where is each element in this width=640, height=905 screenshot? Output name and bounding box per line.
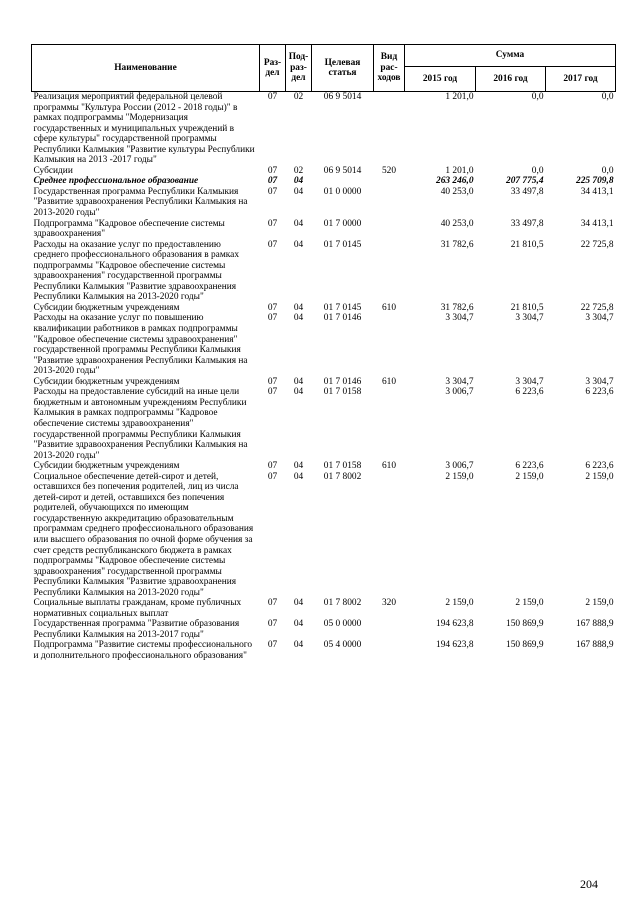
row-podrazdel: 04 (293, 387, 304, 398)
row-razdel: 07 (267, 598, 278, 609)
page-number: 204 (580, 877, 598, 891)
row-target-article: 01 7 8002 (323, 598, 362, 609)
header-target-article: Целевая статья (312, 45, 374, 92)
row-name: Подпрограмма "Кадровое обеспечение системы здравоохранения" (33, 218, 225, 240)
row-name: Социальные выплаты гражданам, кроме публичных нормативных социальных выплат (33, 598, 242, 619)
table-row (32, 240, 616, 303)
row-sum-2017: 3 304,7 (585, 313, 614, 324)
row-target-article: 06 9 5014 (323, 92, 362, 102)
row-podrazdel: 04 (293, 239, 304, 250)
table-row (32, 166, 616, 177)
row-target-article: 01 7 0145 (323, 302, 362, 313)
header-year-2017: 2017 год (546, 67, 616, 92)
row-podrazdel: 02 (293, 92, 304, 102)
row-sum-2017: 225 709,8 (576, 176, 614, 187)
header-razdel: Раз- дел (260, 45, 286, 92)
row-sum-2017: 167 888,9 (576, 640, 614, 651)
budget-table (31, 44, 616, 662)
row-podrazdel: 04 (293, 471, 304, 482)
row-expense-type (374, 219, 405, 240)
table-row (32, 387, 616, 461)
row-razdel: 07 (267, 176, 278, 187)
table-row (32, 176, 616, 187)
row-sum-2017: 22 725,8 (580, 302, 614, 313)
row-sum-2017: 167 888,9 (576, 619, 614, 630)
header-year-2016: 2016 год (476, 67, 546, 92)
header-expense-type: Вид рас- ходов (374, 45, 405, 92)
row-razdel: 07 (267, 218, 278, 229)
row-target-article: 01 7 0000 (323, 218, 362, 229)
row-target-article: 01 7 8002 (323, 471, 362, 482)
row-name: Субсидии бюджетным учреждениям (33, 302, 180, 313)
row-target-article: 01 7 0158 (323, 461, 362, 472)
row-sum-2015: 40 253,0 (440, 186, 474, 197)
table-row (32, 598, 616, 619)
row-sum-2015: 3 304,7 (445, 313, 474, 324)
row-razdel: 07 (267, 186, 278, 197)
row-sum-2016: 2 159,0 (515, 598, 544, 609)
row-name: Подпрограмма "Развитие системы профессионального и дополнительного профессионального образования" (33, 640, 253, 661)
row-sum-2015: 3 006,7 (445, 461, 474, 472)
row-sum-2015: 3 006,7 (445, 387, 474, 398)
row-sum-2015: 31 782,6 (440, 302, 474, 313)
row-sum-2016: 207 775,4 (506, 176, 544, 187)
row-expense-type (374, 313, 405, 376)
table-row (32, 472, 616, 599)
row-name: Субсидии бюджетным учреждениям (33, 461, 180, 472)
row-name: Расходы на оказание услуг по повышению квалификации работников в рамках подпрограммы "Кадровое обеспечение системы здравоохранения" государственной программы Республики Калмыкия "Развитие здравоохранения Республики Калмыкия на 2013-2020 годы" (33, 313, 248, 377)
row-sum-2017: 2 159,0 (585, 471, 614, 482)
row-target-article: 05 4 0000 (323, 640, 362, 651)
row-expense-type: 610 (381, 461, 397, 472)
row-sum-2016: 21 810,5 (510, 239, 544, 250)
table-row (32, 187, 616, 219)
row-name: Социальное обеспечение детей-сирот и детей, оставшихся без попечения родителей, лиц из числа детей-сирот и детей, оставшихся без попечения родителей, обучающихся по имеющим государственную аккредитацию образовательным программам среднего профессионального образования или высшего образования по очной форме обучения за счет средств республиканского бюджета в рамках подпрограммы "Кадровое обеспечение системы здравоохранения" государственной программы Республики Калмыкия "Развитие здравоохранения Республики Калмыкия на 2013-2020 годы" (33, 471, 254, 598)
row-name: Субсидии (33, 165, 73, 176)
row-sum-2015: 194 623,8 (436, 619, 474, 630)
row-sum-2016: 21 810,5 (510, 302, 544, 313)
row-sum-2015: 263 246,0 (436, 176, 474, 187)
row-expense-type (374, 187, 405, 219)
row-razdel: 07 (267, 619, 278, 630)
row-expense-type (374, 640, 405, 661)
row-sum-2017: 3 304,7 (585, 376, 614, 387)
row-sum-2015: 31 782,6 (440, 239, 474, 250)
row-sum-2017: 0,0 (601, 92, 614, 102)
row-expense-type (374, 240, 405, 303)
row-podrazdel: 04 (293, 218, 304, 229)
header-year-2015: 2015 год (405, 67, 476, 92)
header-sum: Сумма (405, 45, 616, 67)
row-podrazdel: 04 (293, 640, 304, 651)
row-expense-type (374, 619, 405, 640)
header-name: Наименование (32, 45, 260, 92)
row-name: Среднее профессиональное образование (33, 176, 199, 187)
row-sum-2017: 34 413,1 (580, 186, 614, 197)
table-row (32, 640, 616, 661)
row-sum-2017: 34 413,1 (580, 218, 614, 229)
row-podrazdel: 04 (293, 176, 304, 187)
row-sum-2017: 0,0 (601, 165, 614, 176)
row-razdel: 07 (267, 461, 278, 472)
row-sum-2016: 150 869,9 (506, 619, 544, 630)
row-target-article: 01 7 0145 (323, 239, 362, 250)
row-expense-type (374, 387, 405, 461)
table-body (32, 92, 616, 662)
table-row (32, 219, 616, 240)
row-razdel: 07 (267, 387, 278, 398)
row-sum-2017: 6 223,6 (585, 461, 614, 472)
row-name: Реализация мероприятий федеральной целевой программы "Культура России (2012 - 2018 годы)" в рамках подпрограммы "Модернизация государственных и муниципальных учреждений в сфере культуры" государственной программы Республики Калмыкия "Развитие культуры Республики Калмыкия на 2013 -2017 годы" (33, 92, 255, 166)
row-name: Расходы на предоставление субсидий на иные цели бюджетным и автономным учреждениям Республики Калмыкия в рамках подпрограммы "Кадровое обеспечение системы здравоохранения" государственной программы Республики Калмыкия "Развитие здравоохранения Республики Калмыкия на 2013-2020 годы" (33, 387, 248, 461)
row-sum-2015: 40 253,0 (440, 218, 474, 229)
row-sum-2015: 2 159,0 (445, 471, 474, 482)
row-expense-type (374, 92, 405, 166)
row-sum-2016: 33 497,8 (510, 186, 544, 197)
row-razdel: 07 (267, 302, 278, 313)
row-sum-2016: 0,0 (531, 92, 544, 102)
row-sum-2015: 1 201,0 (445, 92, 474, 102)
row-sum-2016: 6 223,6 (515, 461, 544, 472)
row-target-article (312, 176, 374, 187)
row-target-article: 01 7 0146 (323, 313, 362, 324)
row-expense-type: 320 (381, 598, 397, 609)
row-razdel: 07 (267, 92, 278, 102)
row-podrazdel: 04 (293, 619, 304, 630)
table-row (32, 303, 616, 314)
row-expense-type: 610 (381, 376, 397, 387)
table-row (32, 461, 616, 472)
row-podrazdel: 04 (293, 302, 304, 313)
row-sum-2016: 6 223,6 (515, 387, 544, 398)
row-sum-2017: 22 725,8 (580, 239, 614, 250)
row-razdel: 07 (267, 376, 278, 387)
row-podrazdel: 04 (293, 313, 304, 324)
row-name: Расходы на оказание услуг по предоставлению среднего профессионального образования в рамках подпрограммы "Кадровое обеспечение системы здравоохранения" государственной программы Республики Калмыкия "Развитие здравоохранения Республики Калмыкия на 2013-2020 годы" (33, 239, 240, 303)
row-sum-2016: 33 497,8 (510, 218, 544, 229)
row-target-article: 01 0 0000 (323, 186, 362, 197)
row-expense-type: 520 (381, 165, 397, 176)
table-row (32, 377, 616, 388)
row-name: Субсидии бюджетным учреждениям (33, 376, 180, 387)
row-podrazdel: 04 (293, 376, 304, 387)
row-podrazdel: 04 (293, 598, 304, 609)
row-target-article: 05 0 0000 (323, 619, 362, 630)
row-razdel: 07 (267, 313, 278, 324)
row-sum-2015: 1 201,0 (445, 165, 474, 176)
row-target-article: 01 7 0146 (323, 376, 362, 387)
row-razdel: 07 (267, 471, 278, 482)
row-sum-2017: 2 159,0 (585, 598, 614, 609)
row-sum-2016: 150 869,9 (506, 640, 544, 651)
row-sum-2016: 3 304,7 (515, 313, 544, 324)
table-row (32, 92, 616, 166)
row-podrazdel: 04 (293, 461, 304, 472)
table-row (32, 619, 616, 640)
header-podrazdel: Под- раз- дел (286, 45, 312, 92)
row-sum-2015: 3 304,7 (445, 376, 474, 387)
row-sum-2016: 0,0 (531, 165, 544, 176)
row-name: Государственная программа "Развитие образования Республики Калмыкия на 2013-2017 годы" (33, 619, 240, 640)
row-sum-2015: 194 623,8 (436, 640, 474, 651)
row-sum-2017: 6 223,6 (585, 387, 614, 398)
row-expense-type: 610 (381, 302, 397, 313)
row-sum-2015: 2 159,0 (445, 598, 474, 609)
row-razdel: 07 (267, 165, 278, 176)
row-sum-2016: 3 304,7 (515, 376, 544, 387)
table-row (32, 313, 616, 376)
row-podrazdel: 02 (293, 165, 304, 176)
row-podrazdel: 04 (293, 186, 304, 197)
row-razdel: 07 (267, 239, 278, 250)
row-expense-type (374, 472, 405, 599)
row-target-article: 01 7 0158 (323, 387, 362, 398)
row-expense-type (374, 176, 405, 187)
row-target-article: 06 9 5014 (323, 165, 362, 176)
row-name: Государственная программа Республики Калмыкия "Развитие здравоохранения Республики Калмыкия на 2013-2020 годы" (33, 186, 248, 219)
row-sum-2016: 2 159,0 (515, 471, 544, 482)
row-razdel: 07 (267, 640, 278, 651)
